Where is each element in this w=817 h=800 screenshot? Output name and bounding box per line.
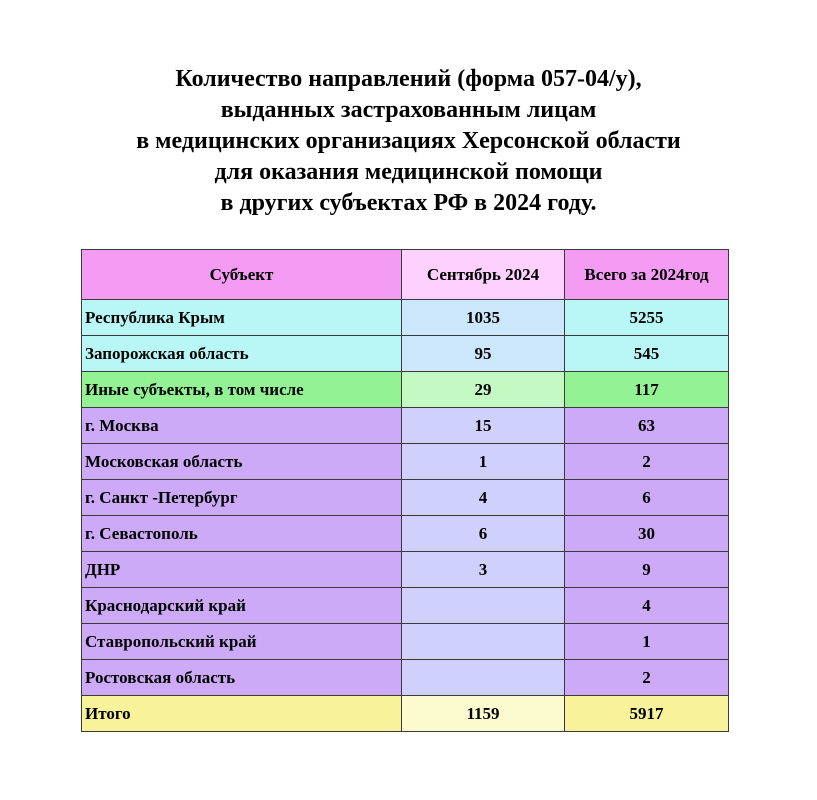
row-september-cell: 1035 <box>402 300 565 336</box>
row-september-cell: 1 <box>402 444 565 480</box>
table-row <box>82 660 729 696</box>
row-subject-cell: г. Санкт -Петербург <box>82 480 402 516</box>
page-title <box>0 64 817 219</box>
row-september-cell <box>402 660 565 696</box>
row-september-cell: 15 <box>402 408 565 444</box>
row-total-cell: 9 <box>565 552 729 588</box>
row-september-cell: 1159 <box>402 696 565 732</box>
table-row <box>82 444 729 480</box>
row-subject-cell: ДНР <box>82 552 402 588</box>
row-september-cell: 3 <box>402 552 565 588</box>
row-subject-cell: г. Москва <box>82 408 402 444</box>
title-line: выданных застрахованным лицам <box>220 97 597 123</box>
row-total-cell: 5255 <box>565 300 729 336</box>
row-subject-cell: Запорожская область <box>82 336 402 372</box>
row-september-cell: 4 <box>402 480 565 516</box>
row-subject-cell: Ставропольский край <box>82 624 402 660</box>
table-row <box>82 480 729 516</box>
row-september-cell <box>402 588 565 624</box>
header-total-year: Всего за 2024год <box>565 250 729 300</box>
row-subject-cell: Итого <box>82 696 402 732</box>
row-subject-cell: Иные субъекты, в том числе <box>82 372 402 408</box>
table-row <box>82 696 729 732</box>
table-row <box>82 588 729 624</box>
row-total-cell: 2 <box>565 444 729 480</box>
row-total-cell: 2 <box>565 660 729 696</box>
table-row <box>82 372 729 408</box>
row-total-cell: 1 <box>565 624 729 660</box>
row-total-cell: 6 <box>565 480 729 516</box>
table-row <box>82 516 729 552</box>
row-subject-cell: г. Севастополь <box>82 516 402 552</box>
row-total-cell: 30 <box>565 516 729 552</box>
row-total-cell: 545 <box>565 336 729 372</box>
row-subject-cell: Республика Крым <box>82 300 402 336</box>
data-table <box>81 249 729 732</box>
header-september: Сентябрь 2024 <box>402 250 565 300</box>
table-row <box>82 624 729 660</box>
table-row <box>82 552 729 588</box>
row-subject-cell: Краснодарский край <box>82 588 402 624</box>
title-line: для оказания медицинской помощи <box>214 159 603 185</box>
title-line: Количество направлений (форма 057-04/у), <box>175 66 642 92</box>
row-september-cell: 29 <box>402 372 565 408</box>
row-september-cell: 95 <box>402 336 565 372</box>
row-total-cell: 63 <box>565 408 729 444</box>
title-line: в других субъектах РФ в 2024 году. <box>220 190 597 216</box>
header-subject: Субъект <box>82 250 402 300</box>
row-september-cell: 6 <box>402 516 565 552</box>
row-total-cell: 117 <box>565 372 729 408</box>
row-total-cell: 5917 <box>565 696 729 732</box>
table-row <box>82 336 729 372</box>
row-september-cell <box>402 624 565 660</box>
table-row <box>82 408 729 444</box>
row-subject-cell: Московская область <box>82 444 402 480</box>
table-row <box>82 300 729 336</box>
row-subject-cell: Ростовская область <box>82 660 402 696</box>
title-line: в медицинских организациях Херсонской области <box>136 128 681 154</box>
table-header-row <box>82 250 729 300</box>
row-total-cell: 4 <box>565 588 729 624</box>
